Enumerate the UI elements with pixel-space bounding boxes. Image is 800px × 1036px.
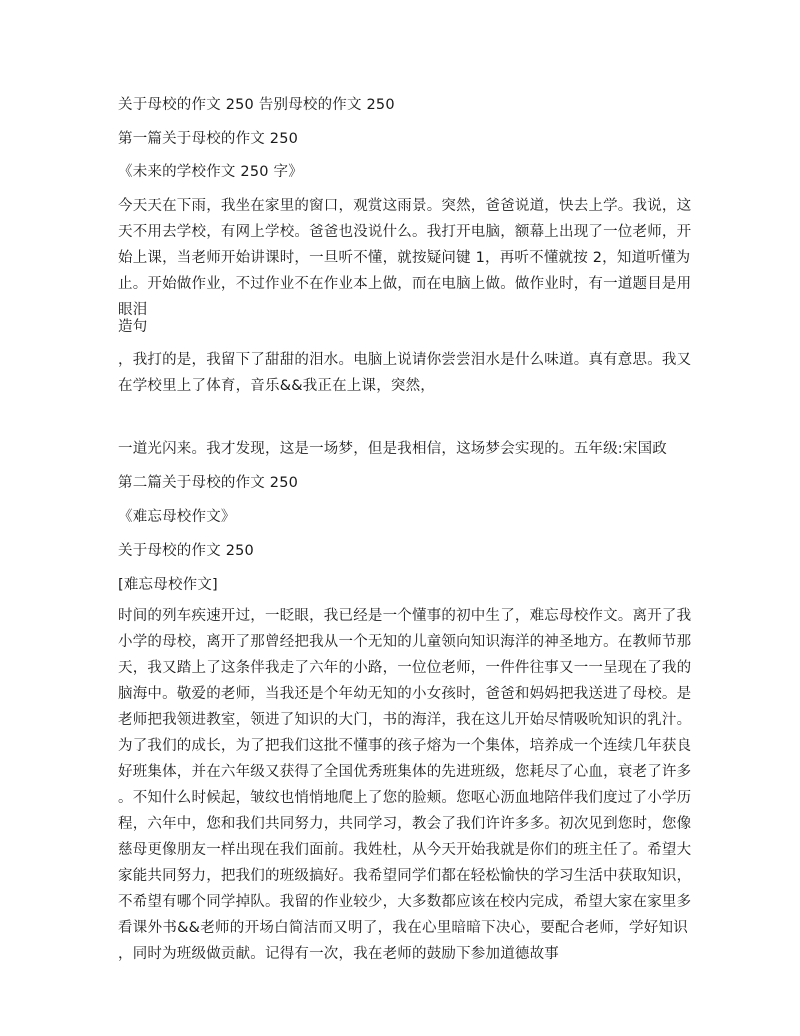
section2-bracket-title: [难忘母校作文]	[118, 577, 218, 593]
paragraph-4-line: 看课外书&&老师的开场白简洁而又明了，我在心里暗暗下决心，要配合老师，学好知识	[118, 920, 688, 936]
paragraph-1-line: 眼泪	[118, 302, 148, 318]
section2-subtitle: 关于母校的作文 250	[118, 543, 254, 559]
paragraph-4-line: 不希望有哪个同学掉队。我留的作业较少，大多数都应该在校内完成，希望大家在家里多	[118, 894, 692, 910]
section2-heading: 第二篇关于母校的作文 250	[118, 475, 299, 491]
paragraph-1-line: 止。开始做作业，不过作业不在作业本上做，而在电脑上做。做作业时，有一道题目是用	[118, 276, 692, 292]
paragraph-4-line: 。不知什么时候起，皱纹也悄悄地爬上了您的脸颊。您呕心沥血地陪伴我们度过了小学历	[118, 790, 692, 806]
paragraph-2-line: 在学校里上了体育，音乐&&我正在上课，突然，	[118, 378, 436, 394]
section1-heading: 第一篇关于母校的作文 250	[118, 131, 299, 147]
paragraph-1-line: 天不用去学校，有网上学校。爸爸也没说什么。我打开电脑，额幕上出现了一位老师，开	[118, 224, 692, 240]
paragraph-4-line: 为了我们的成长，为了把我们这批不懂事的孩子熔为一个集体，培养成一个连续几年获良	[118, 738, 692, 754]
word-label: 造句	[118, 319, 148, 335]
paragraph-4-line: 脑海中。敬爱的老师，当我还是个年幼无知的小女孩时，爸爸和妈妈把我送进了母校。是	[118, 686, 692, 702]
paragraph-4-line: 小学的母校，离开了那曾经把我从一个无知的儿童领向知识海洋的神圣地方。在教师节那	[118, 634, 692, 650]
paragraph-4	[118, 603, 692, 967]
document-title: 关于母校的作文 250 告别母校的作文 250	[118, 97, 395, 113]
paragraph-4-line: 程，六年中，您和我们共同努力，共同学习，教会了我们许许多多。初次见到您时，您像	[118, 816, 692, 832]
paragraph-4-line: 时间的列车疾速开过，一眨眼，我已经是一个懂事的初中生了，难忘母校作文。离开了我	[118, 608, 692, 624]
paragraph-4-line: 老师把我领进教室，领进了知识的大门，书的海洋，我在这儿开始尽情吸吮知识的乳汁。	[118, 712, 692, 728]
paragraph-4-line: 慈母更像朋友一样出现在我们面前。我姓杜，从今天开始我就是你们的班主任了。希望大	[118, 842, 692, 858]
paragraph-2	[118, 347, 692, 399]
paragraph-1-line: 今天天在下雨，我坐在家里的窗口，观赏这雨景。突然，爸爸说道，快去上学。我说，这	[118, 198, 692, 214]
paragraph-4-line: 好班集体，并在六年级又获得了全国优秀班集体的先进班级，您耗尽了心血，衰老了许多	[118, 764, 692, 780]
paragraph-2-line: ，我打的是，我留下了甜甜的泪水。电脑上说请你尝尝泪水是什么味道。真有意思。我又	[118, 352, 692, 368]
section2-book-title: 《难忘母校作文》	[118, 509, 236, 525]
paragraph-3: 一道光闪来。我才发现，这是一场梦，但是我相信，这场梦会实现的。五年级:宋国政	[118, 441, 667, 457]
paragraph-1-line: 始上课，当老师开始讲课时，一旦听不懂，就按疑问键 1，再听不懂就按 2，知道听懂为	[118, 250, 691, 266]
section1-book-title: 《未来的学校作文 250 字》	[118, 164, 303, 180]
paragraph-4-line: 天，我又踏上了这条伴我走了六年的小路，一位位老师，一件件往事又一一呈现在了我的	[118, 660, 692, 676]
paragraph-4-line: ，同时为班级做贡献。记得有一次，我在老师的鼓励下参加道德故事	[118, 946, 559, 962]
paragraph-4-line: 家能共同努力，把我们的班级搞好。我希望同学们都在轻松愉快的学习生活中获取知识，	[118, 868, 692, 884]
paragraph-1	[118, 193, 692, 323]
